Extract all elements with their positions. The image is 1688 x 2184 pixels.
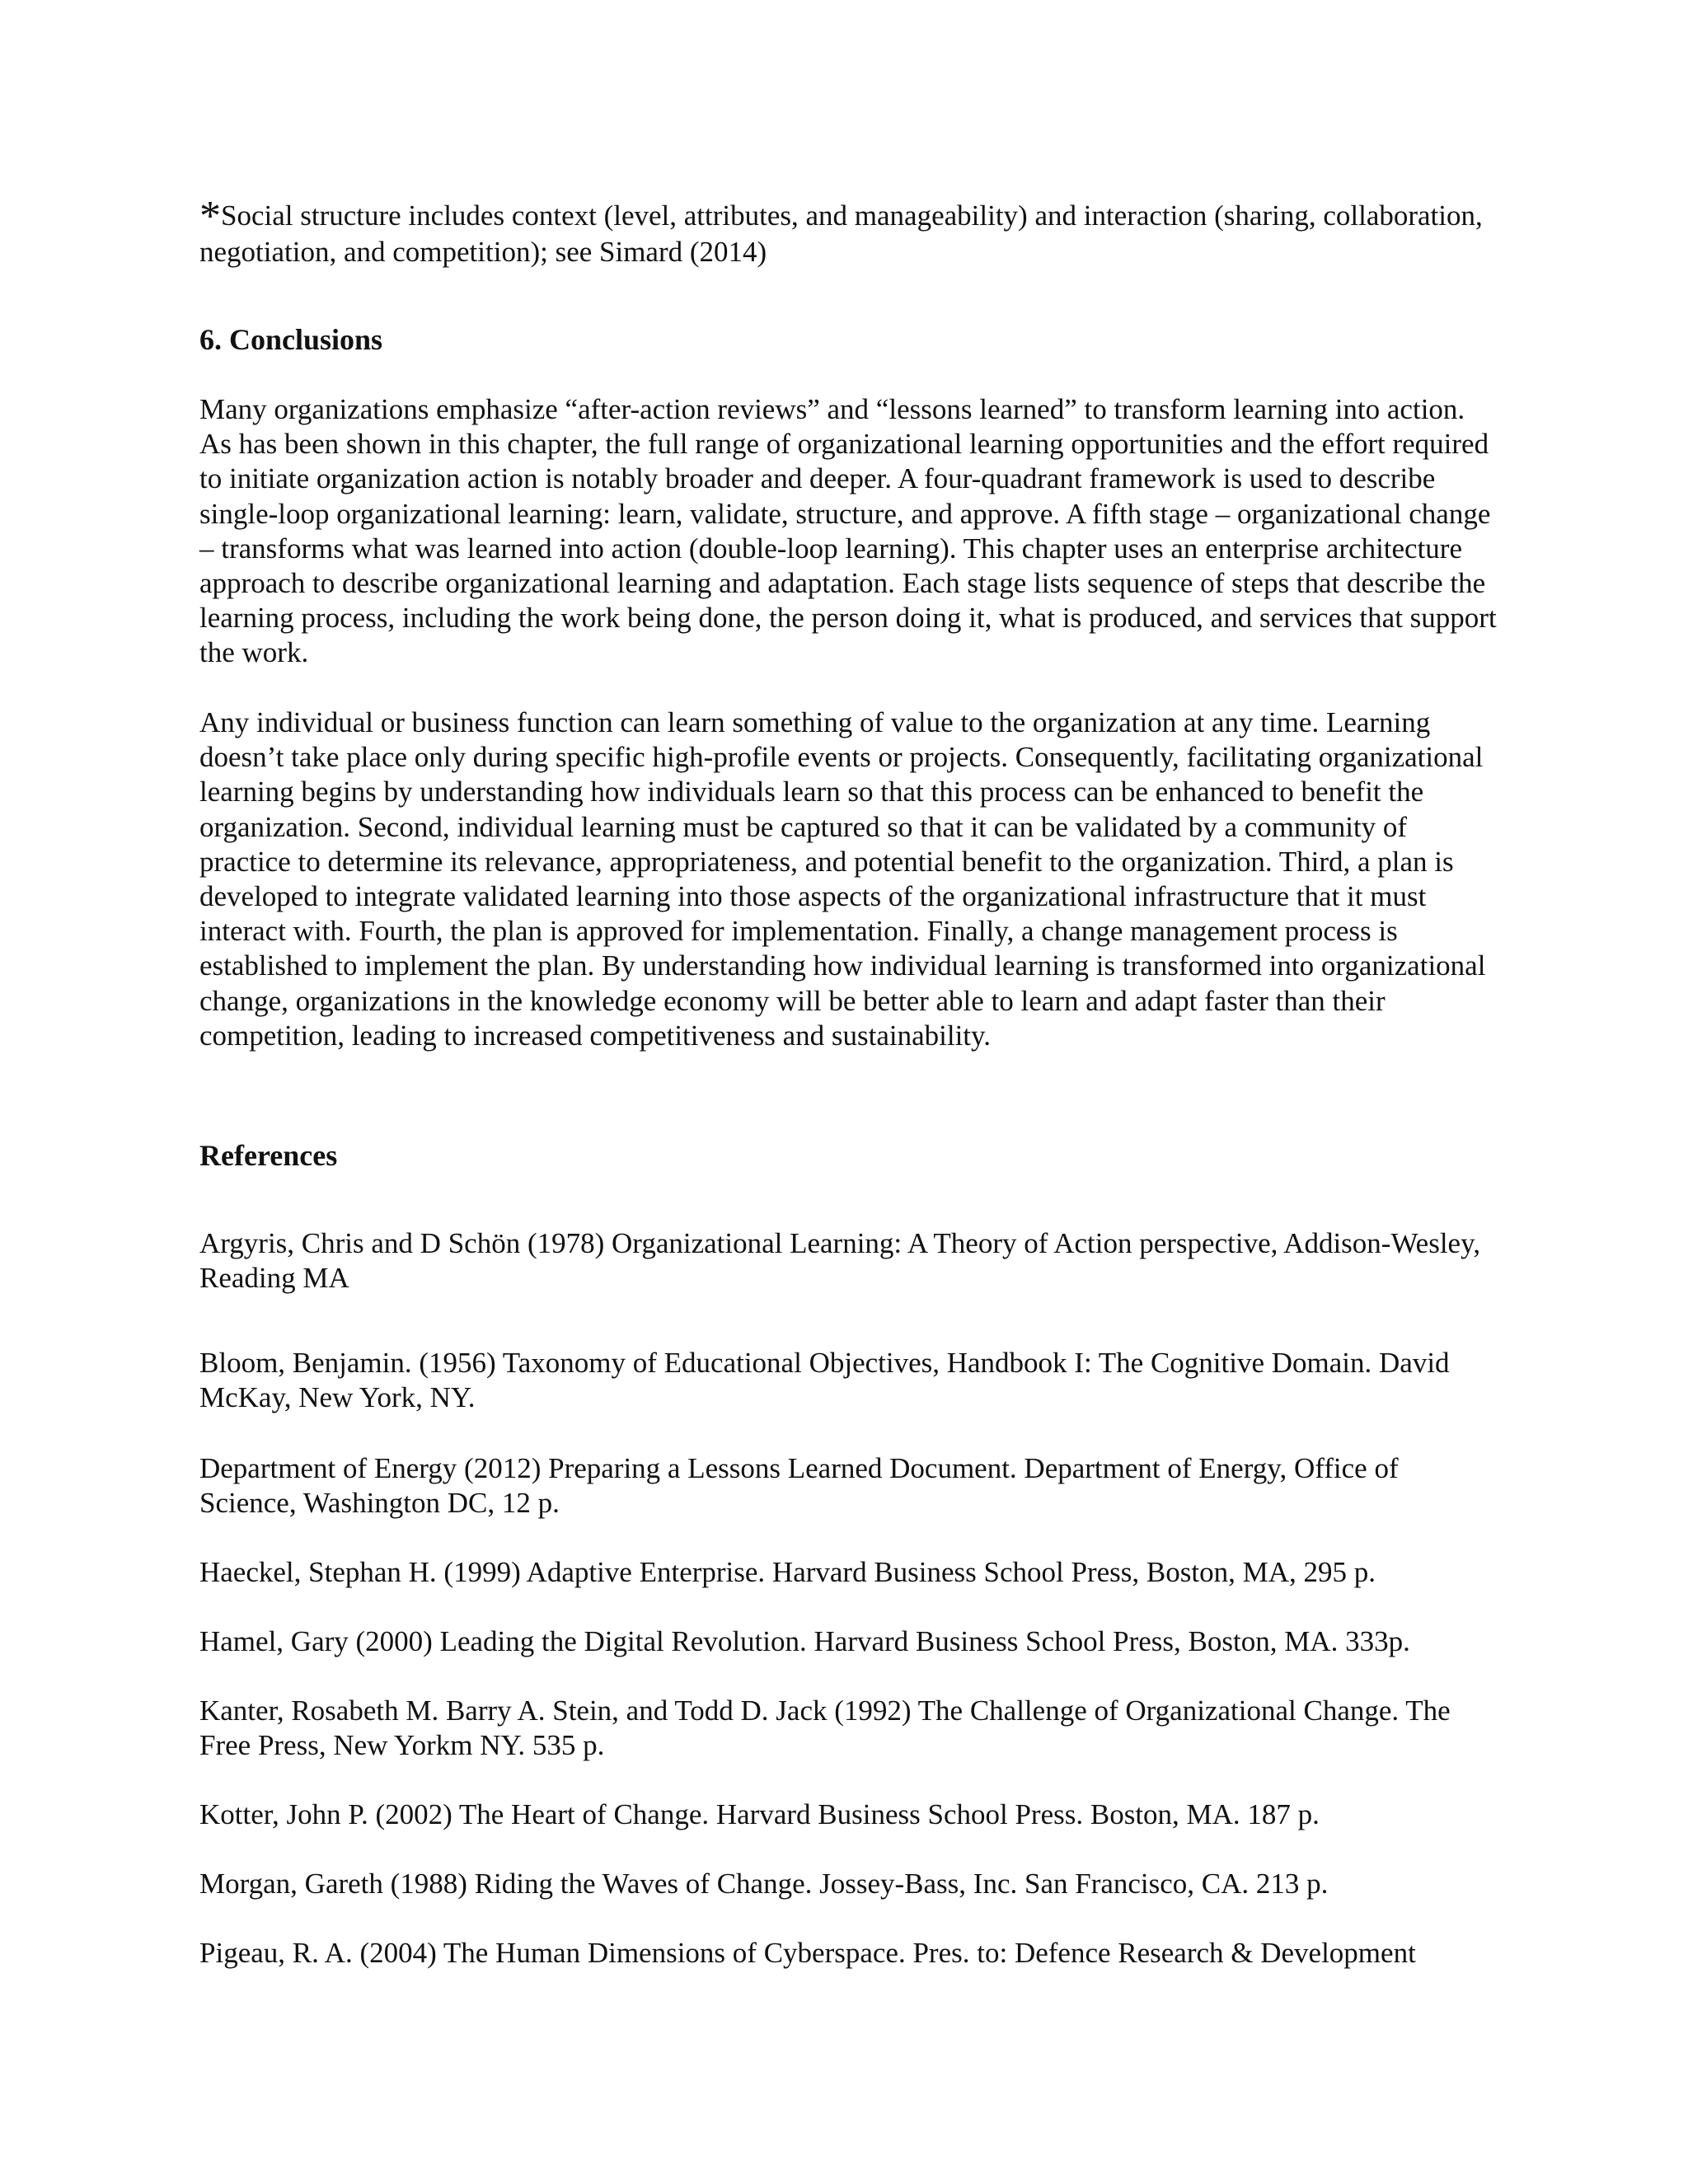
reference-entry: Kotter, John P. (2002) The Heart of Change. Harvard Business School Press. Boston, MA. 187 p. bbox=[199, 1798, 1320, 1830]
reference-entry: Department of Energy (2012) Preparing a Lessons Learned Document. Department of Energy, Office of Science, Washington DC, 12 p. bbox=[199, 1452, 1399, 1520]
reference-entry: Haeckel, Stephan H. (1999) Adaptive Enterprise. Harvard Business School Press, Boston, MA, 295 p. bbox=[199, 1556, 1376, 1588]
reference-entry: Bloom, Benjamin. (1956) Taxonomy of Educational Objectives, Handbook I: The Cognitive Domain. David McKay, New York, NY. bbox=[199, 1347, 1450, 1414]
reference-entry: Pigeau, R. A. (2004) The Human Dimensions of Cyberspace. Pres. to: Defence Research & Development bbox=[199, 1937, 1416, 1969]
footnote-text: Social structure includes context (level, attributes, and manageability) and interaction (sharing, collaboration, negotiation, and competition); see Simard (2014) bbox=[199, 199, 1483, 268]
reference-entry: Morgan, Gareth (1988) Riding the Waves of Change. Jossey-Bass, Inc. San Francisco, CA. 213 p. bbox=[199, 1868, 1329, 1900]
footnote-marker: * bbox=[199, 193, 221, 240]
section-heading-references: References bbox=[199, 1139, 338, 1172]
conclusions-paragraph: Any individual or business function can learn something of value to the organization at any time. Learning doesn’t take place only during specific high-profile events or projects. Consequently, facilitating organizational learning begins by understanding how individuals learn so that this process can be enhanced to benefit the organization. Second, individual learning must be captured so that it can be validated by a community of practice to determine its relevance, appropriateness, and potential benefit to the organization. Third, a plan is developed to integrate validated learning into those aspects of the organizational infrastructure that it must interact with. Fourth, the plan is approved for implementation. Finally, a change management process is established to implement the plan. By understanding how individual learning is transformed into organizational change, organizations in the knowledge economy will be better able to learn and adapt faster than their competition, leading to increased competitiveness and sustainability. bbox=[199, 706, 1486, 1052]
document-page bbox=[199, 193, 1502, 1969]
section-heading-conclusions: 6. Conclusions bbox=[199, 323, 383, 356]
reference-entry: Argyris, Chris and D Schön (1978) Organizational Learning: A Theory of Action perspective, Addison-Wesley, Reading MA bbox=[199, 1227, 1481, 1295]
reference-entry: Hamel, Gary (2000) Leading the Digital Revolution. Harvard Business School Press, Boston, MA. 333p. bbox=[199, 1625, 1410, 1657]
conclusions-paragraph: Many organizations emphasize “after-action reviews” and “lessons learned” to transform learning into action. As has been shown in this chapter, the full range of organizational learning opportunities and the effort required to initiate organization action is notably broader and deeper. A four-quadrant framework is used to describe single-loop organizational learning: learn, validate, structure, and approve. A fifth stage – organizational change – transforms what was learned into action (double-loop learning). This chapter uses an enterprise architecture approach to describe organizational learning and adaptation. Each stage lists sequence of steps that describe the learning process, including the work being done, the person doing it, what is produced, and services that support the work. bbox=[199, 393, 1497, 669]
reference-entry: Kanter, Rosabeth M. Barry A. Stein, and Todd D. Jack (1992) The Challenge of Organizational Change. The Free Press, New Yorkm NY. 535 p. bbox=[199, 1694, 1451, 1762]
footnote bbox=[199, 193, 1502, 270]
